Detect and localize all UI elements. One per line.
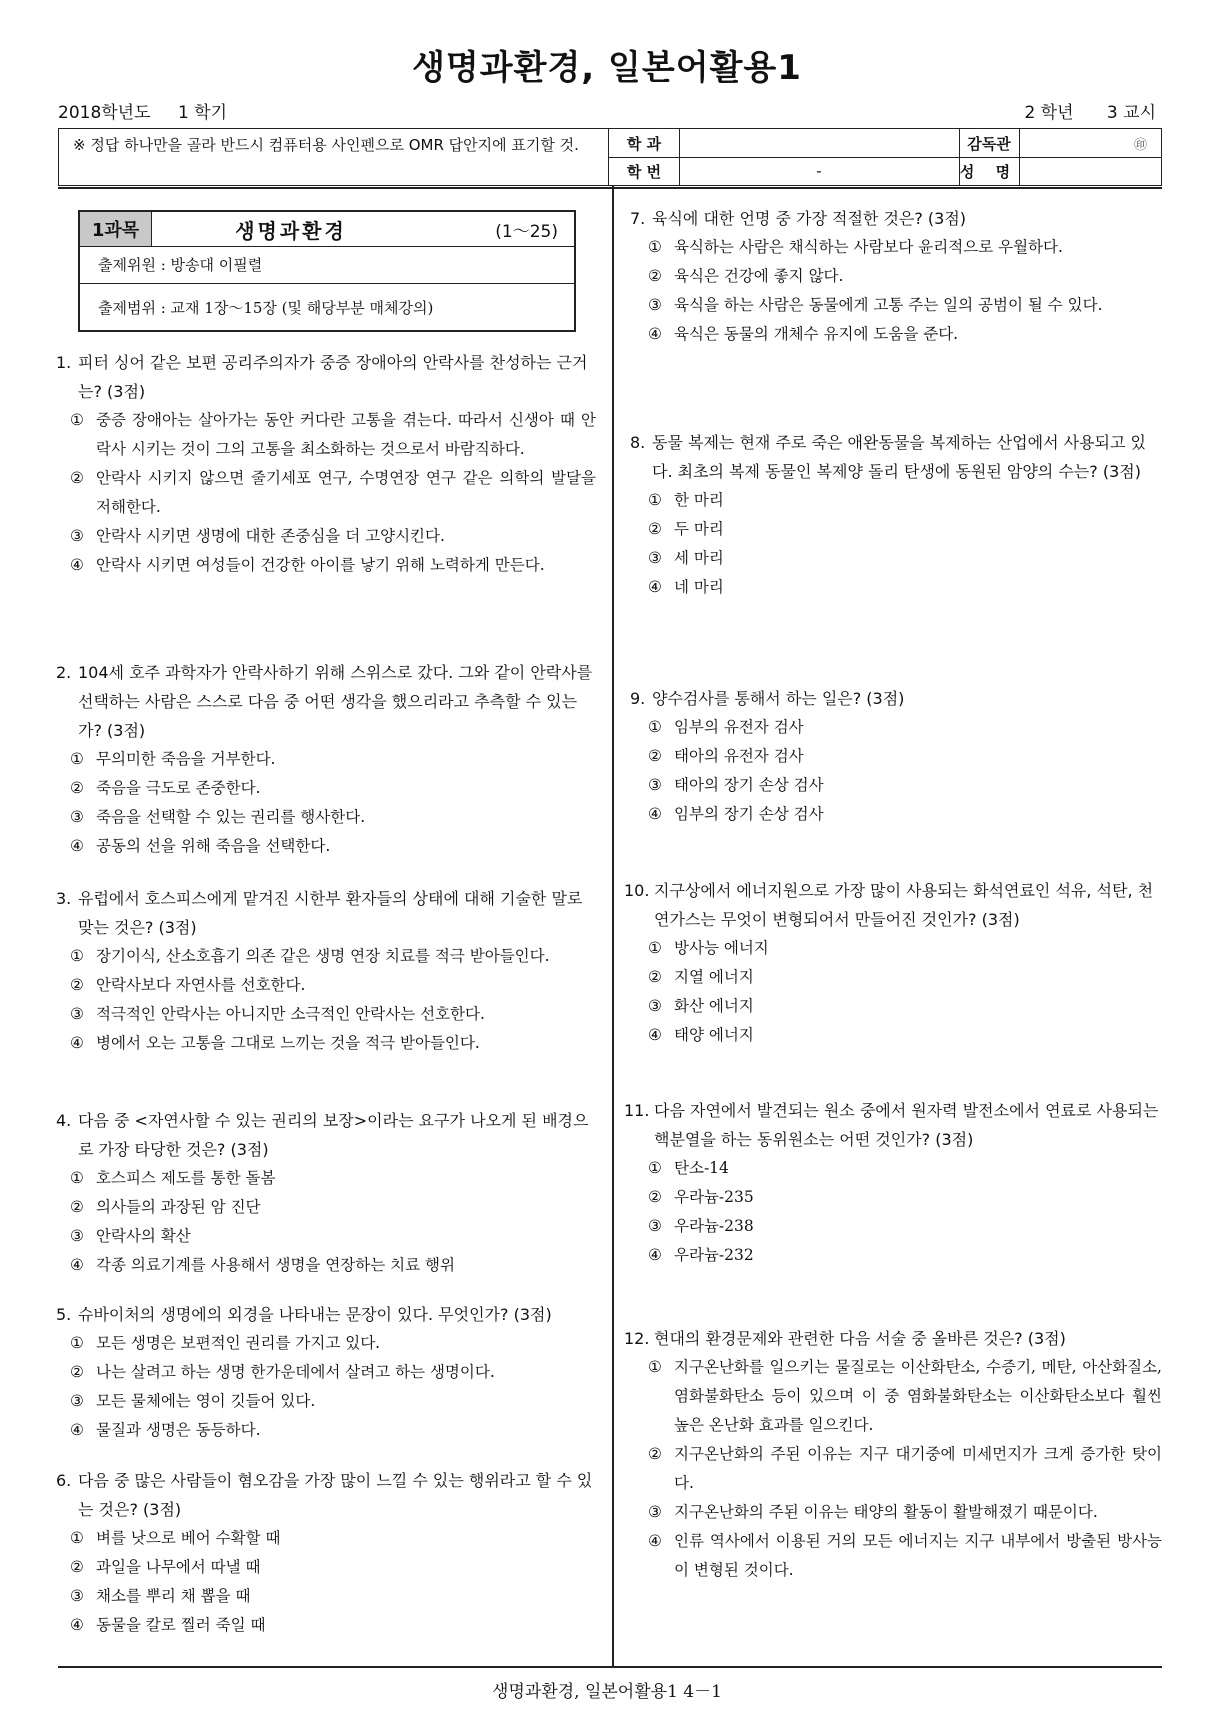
option[interactable] bbox=[70, 745, 596, 774]
option-mark: ③ bbox=[70, 808, 84, 826]
option-mark: ④ bbox=[648, 805, 662, 823]
option[interactable] bbox=[70, 1164, 596, 1193]
option-mark: ① bbox=[648, 491, 662, 509]
bottom-rule bbox=[58, 1666, 1162, 1668]
option[interactable] bbox=[648, 1154, 1162, 1183]
subject-code: 1과목 bbox=[80, 212, 152, 246]
option-text: 병에서 오는 고통을 그대로 느끼는 것을 적극 받아들인다. bbox=[96, 1034, 480, 1052]
option-text: 육식은 동물의 개체수 유지에 도움을 준다. bbox=[674, 325, 959, 343]
question-number: 3. bbox=[56, 889, 72, 908]
question-10 bbox=[624, 876, 1162, 1050]
option-mark: ① bbox=[648, 1159, 662, 1177]
option[interactable] bbox=[70, 971, 596, 1000]
option[interactable] bbox=[70, 1000, 596, 1029]
question-stem bbox=[630, 204, 1162, 233]
option-mark: ② bbox=[70, 1363, 84, 1381]
subject-author: 출제위원 : 방송대 이필렬 bbox=[80, 246, 574, 284]
option[interactable] bbox=[648, 320, 1162, 349]
question-text: 피터 싱어 같은 보편 공리주의자가 중증 장애아의 안락사를 찬성하는 근거는? (3점) bbox=[78, 353, 588, 401]
option-text: 임부의 유전자 검사 bbox=[674, 718, 804, 736]
option-mark: ③ bbox=[648, 1503, 662, 1521]
question-3 bbox=[56, 884, 596, 1058]
question-stem bbox=[56, 1106, 596, 1164]
dept-label: 학 과 bbox=[626, 134, 662, 153]
question-text: 다음 중 많은 사람들이 혐오감을 가장 많이 느낄 수 있는 행위라고 할 수 있는 것은? (3점) bbox=[78, 1471, 593, 1519]
page-footer: 생명과환경, 일본어활용1 4－1 bbox=[492, 1682, 722, 1702]
option-mark: ③ bbox=[648, 997, 662, 1015]
option-text: 중증 장애아는 살아가는 동안 커다란 고통을 겪는다. 따라서 신생아 때 안락사 시키는 것이 그의 고통을 최소화하는 것으로서 바람직하다. bbox=[96, 411, 596, 458]
option-mark: ② bbox=[70, 976, 84, 994]
option-text: 채소를 뿌리 채 뽑을 때 bbox=[96, 1587, 251, 1605]
option-mark: ④ bbox=[648, 325, 662, 343]
option-mark: ④ bbox=[70, 556, 84, 574]
option[interactable] bbox=[648, 573, 1162, 602]
option-text: 우라늄-235 bbox=[674, 1188, 754, 1206]
question-8 bbox=[630, 428, 1162, 602]
option-text: 벼를 낫으로 베어 수확할 때 bbox=[96, 1529, 281, 1547]
option-text: 지구온난화를 일으키는 물질로는 이산화탄소, 수증기, 메탄, 아산화질소, 염화불화탄소 등이 있으며 이 중 염화불화탄소는 이산화탄소보다 훨씬 높은 온난화 효과를 일으킨다. bbox=[674, 1358, 1162, 1434]
question-number: 2. bbox=[56, 663, 72, 682]
option-text: 각종 의료기계를 사용해서 생명을 연장하는 치료 행위 bbox=[96, 1256, 455, 1274]
option-text: 죽음을 극도로 존중한다. bbox=[96, 779, 261, 797]
question-text: 다음 중 <자연사할 수 있는 권리의 보장>이라는 요구가 나오게 된 배경으로 가장 타당한 것은? (3점) bbox=[78, 1111, 589, 1159]
option-mark: ② bbox=[648, 968, 662, 986]
option[interactable] bbox=[648, 1183, 1162, 1212]
option-mark: ③ bbox=[70, 1587, 84, 1605]
option-text: 안락사 시키면 생명에 대한 존중심을 더 고양시킨다. bbox=[96, 527, 445, 545]
option-text: 육식은 건강에 좋지 않다. bbox=[674, 267, 844, 285]
option-mark: ④ bbox=[648, 578, 662, 596]
option[interactable] bbox=[648, 544, 1162, 573]
omr-notice: ※ 정답 하나만을 골라 반드시 컴퓨터용 사인펜으로 OMR 답안지에 표기할 것. bbox=[59, 129, 609, 185]
question-stem bbox=[56, 1300, 596, 1329]
option[interactable] bbox=[70, 464, 596, 522]
option-text: 우라늄-238 bbox=[674, 1217, 754, 1235]
option-text: 두 마리 bbox=[674, 520, 724, 538]
option-mark: ② bbox=[648, 267, 662, 285]
option[interactable] bbox=[70, 1222, 596, 1251]
grade-period bbox=[996, 98, 1156, 123]
option[interactable] bbox=[648, 1527, 1162, 1585]
option-mark: ① bbox=[648, 1358, 662, 1376]
option-text: 탄소-14 bbox=[674, 1159, 729, 1177]
option[interactable] bbox=[70, 774, 596, 803]
option[interactable] bbox=[70, 1251, 596, 1280]
option-text: 지구온난화의 주된 이유는 지구 대기중에 미세먼지가 크게 증가한 탓이다. bbox=[674, 1445, 1162, 1492]
option[interactable] bbox=[70, 1193, 596, 1222]
option-mark: ④ bbox=[70, 1256, 84, 1274]
option-mark: ② bbox=[70, 779, 84, 797]
question-6 bbox=[56, 1466, 596, 1640]
question-text: 다음 자연에서 발견되는 원소 중에서 원자력 발전소에서 연료로 사용되는 핵분열을 하는 동위원소는 어떤 것인가? (3점) bbox=[654, 1101, 1159, 1149]
question-text: 육식에 대한 언명 중 가장 적절한 것은? (3점) bbox=[652, 209, 967, 228]
option[interactable] bbox=[70, 1029, 596, 1058]
option-mark: ② bbox=[648, 1188, 662, 1206]
question-text: 동물 복제는 현재 주로 죽은 애완동물을 복제하는 산업에서 사용되고 있다. 최초의 복제 동물인 복제양 돌리 탄생에 동원된 암양의 수는? (3점) bbox=[652, 433, 1146, 481]
option[interactable] bbox=[648, 713, 1162, 742]
option-mark: ① bbox=[70, 411, 84, 429]
option[interactable] bbox=[648, 771, 1162, 800]
option-text: 공동의 선을 위해 죽음을 선택한다. bbox=[96, 837, 331, 855]
option[interactable] bbox=[70, 832, 596, 861]
option-text: 네 마리 bbox=[674, 578, 724, 596]
option[interactable] bbox=[648, 486, 1162, 515]
question-stem bbox=[630, 684, 1162, 713]
option[interactable] bbox=[648, 515, 1162, 544]
option-mark: ① bbox=[70, 1529, 84, 1547]
option-mark: ④ bbox=[648, 1246, 662, 1264]
option-text: 안락사 시키면 여성들이 건강한 아이를 낳기 위해 노력하게 만든다. bbox=[96, 556, 545, 574]
question-stem bbox=[56, 1466, 596, 1524]
option-text: 장기이식, 산소호흡기 의존 같은 생명 연장 치료를 적극 받아들인다. bbox=[96, 947, 550, 965]
option-text: 육식하는 사람은 채식하는 사람보다 윤리적으로 우월하다. bbox=[674, 238, 1063, 256]
question-number: 8. bbox=[630, 433, 646, 452]
option[interactable] bbox=[70, 1387, 596, 1416]
option[interactable] bbox=[648, 1212, 1162, 1241]
question-range: (1～25) bbox=[495, 221, 558, 242]
option[interactable] bbox=[70, 1358, 596, 1387]
option-text: 한 마리 bbox=[674, 491, 724, 509]
option[interactable] bbox=[648, 992, 1162, 1021]
option-mark: ② bbox=[648, 1445, 662, 1463]
option-mark: ③ bbox=[648, 776, 662, 794]
option-mark: ① bbox=[70, 1169, 84, 1187]
option-text: 인류 역사에서 이용된 거의 모든 에너지는 지구 내부에서 방출된 방사능이 변형된 것이다. bbox=[674, 1532, 1162, 1579]
year-term bbox=[58, 98, 249, 123]
option-text: 나는 살려고 하는 생명 한가운데에서 살려고 하는 생명이다. bbox=[96, 1363, 495, 1381]
option[interactable] bbox=[648, 1021, 1162, 1050]
option-text: 방사능 에너지 bbox=[674, 939, 769, 957]
question-number: 12. bbox=[624, 1329, 650, 1348]
student-id-field[interactable]: - bbox=[816, 162, 822, 180]
question-number: 4. bbox=[56, 1111, 72, 1130]
option-text: 지열 에너지 bbox=[674, 968, 754, 986]
option[interactable] bbox=[648, 262, 1162, 291]
question-number: 1. bbox=[56, 353, 72, 372]
header-info-box bbox=[58, 128, 1162, 186]
option-mark: ① bbox=[648, 718, 662, 736]
option-mark: ④ bbox=[70, 1421, 84, 1439]
option[interactable] bbox=[70, 1553, 596, 1582]
option[interactable] bbox=[70, 1329, 596, 1358]
question-11 bbox=[624, 1096, 1162, 1270]
option-text: 의사들의 과장된 암 진단 bbox=[96, 1198, 261, 1216]
question-stem bbox=[624, 876, 1162, 934]
option-text: 임부의 장기 손상 검사 bbox=[674, 805, 824, 823]
option-mark: ③ bbox=[70, 1392, 84, 1410]
subject-name: 생명과환경 bbox=[235, 218, 347, 243]
question-stem bbox=[624, 1096, 1162, 1154]
term-label: 1 학기 bbox=[177, 103, 228, 123]
option-mark: ③ bbox=[648, 296, 662, 314]
question-text: 양수검사를 통해서 하는 일은? (3점) bbox=[652, 689, 905, 708]
question-4 bbox=[56, 1106, 596, 1280]
column-divider bbox=[612, 186, 614, 1666]
option[interactable] bbox=[648, 1498, 1162, 1527]
option-text: 모든 생명은 보편적인 권리를 가지고 있다. bbox=[96, 1334, 381, 1352]
option-mark: ④ bbox=[648, 1026, 662, 1044]
option-text: 세 마리 bbox=[674, 549, 724, 567]
question-number: 5. bbox=[56, 1305, 72, 1324]
option-mark: ④ bbox=[70, 1034, 84, 1052]
option[interactable] bbox=[648, 233, 1162, 262]
question-stem bbox=[56, 658, 596, 745]
question-text: 현대의 환경문제와 관련한 다음 서술 중 올바른 것은? (3점) bbox=[654, 1329, 1066, 1348]
option[interactable] bbox=[70, 1416, 596, 1445]
option[interactable] bbox=[648, 291, 1162, 320]
option-text: 육식을 하는 사람은 동물에게 고통 주는 일의 공범이 될 수 있다. bbox=[674, 296, 1103, 314]
option-text: 무의미한 죽음을 거부한다. bbox=[96, 750, 276, 768]
option[interactable] bbox=[70, 1611, 596, 1640]
option-text: 죽음을 선택할 수 있는 권리를 행사한다. bbox=[96, 808, 366, 826]
option-mark: ③ bbox=[70, 1005, 84, 1023]
top-rule bbox=[58, 187, 1162, 189]
question-stem bbox=[56, 884, 596, 942]
option-text: 태아의 유전자 검사 bbox=[674, 747, 804, 765]
question-9 bbox=[630, 684, 1162, 829]
option-mark: ① bbox=[648, 939, 662, 957]
option-mark: ② bbox=[70, 1198, 84, 1216]
option-text: 안락사의 확산 bbox=[96, 1227, 191, 1245]
question-number: 9. bbox=[630, 689, 646, 708]
option-mark: ③ bbox=[70, 1227, 84, 1245]
option-mark: ② bbox=[70, 469, 84, 487]
question-text: 지구상에서 에너지원으로 가장 많이 사용되는 화석연료인 석유, 석탄, 천연가스는 무엇이 변형되어서 만들어진 것인가? (3점) bbox=[654, 881, 1154, 929]
option[interactable] bbox=[70, 522, 596, 551]
option-mark: ① bbox=[70, 1334, 84, 1352]
option[interactable] bbox=[648, 934, 1162, 963]
option-mark: ① bbox=[70, 947, 84, 965]
option-mark: ③ bbox=[648, 549, 662, 567]
year-label: 2018학년도 bbox=[58, 103, 151, 123]
option-mark: ② bbox=[70, 1558, 84, 1576]
subject-scope: 출제범위 : 교재 1장～15장 (및 해당부분 매체강의) bbox=[98, 298, 434, 317]
option-text: 우라늄-232 bbox=[674, 1246, 754, 1264]
question-number: 6. bbox=[56, 1471, 72, 1490]
subject-header-row bbox=[80, 212, 574, 247]
option[interactable] bbox=[648, 800, 1162, 829]
subject-box bbox=[78, 210, 576, 332]
option-text: 태양 에너지 bbox=[674, 1026, 754, 1044]
option-mark: ④ bbox=[70, 1616, 84, 1634]
dept-field[interactable] bbox=[679, 129, 959, 157]
option[interactable] bbox=[70, 551, 596, 580]
question-number: 11. bbox=[624, 1101, 650, 1120]
option-text: 안락사 시키지 않으면 줄기세포 연구, 수명연장 연구 같은 의학의 발달을 저해한다. bbox=[96, 469, 596, 516]
proctor-label: 감독관 bbox=[967, 134, 1011, 153]
question-stem bbox=[624, 1324, 1162, 1353]
option-mark: ① bbox=[70, 750, 84, 768]
question-text: 104세 호주 과학자가 안락사하기 위해 스위스로 갔다. 그와 같이 안락사를 선택하는 사람은 스스로 다음 중 어떤 생각을 했으리라고 추측할 수 있는가? (3점) bbox=[78, 663, 593, 740]
option-text: 물질과 생명은 동등하다. bbox=[96, 1421, 261, 1439]
option[interactable] bbox=[70, 803, 596, 832]
option[interactable] bbox=[648, 1440, 1162, 1498]
question-stem bbox=[630, 428, 1162, 486]
question-number: 7. bbox=[630, 209, 646, 228]
option-text: 적극적인 안락사는 아니지만 소극적인 안락사는 선호한다. bbox=[96, 1005, 485, 1023]
question-number: 10. bbox=[624, 881, 650, 900]
option-text: 안락사보다 자연사를 선호한다. bbox=[96, 976, 306, 994]
option[interactable] bbox=[648, 1353, 1162, 1440]
option-mark: ① bbox=[648, 238, 662, 256]
seal-mark: ㊞ bbox=[1133, 137, 1147, 153]
question-2 bbox=[56, 658, 596, 861]
option-mark: ② bbox=[648, 520, 662, 538]
option-mark: ③ bbox=[648, 1217, 662, 1235]
option-text: 태아의 장기 손상 검사 bbox=[674, 776, 824, 794]
question-7 bbox=[630, 204, 1162, 349]
option[interactable] bbox=[70, 1582, 596, 1611]
question-stem bbox=[56, 348, 596, 406]
student-id-label: 학 번 bbox=[626, 162, 662, 181]
question-5 bbox=[56, 1300, 596, 1445]
name-label: 성 명 bbox=[959, 162, 1019, 181]
period-label: 3 교시 bbox=[1106, 103, 1156, 123]
question-text: 유럽에서 호스피스에게 맡겨진 시한부 환자들의 상태에 대해 기술한 말로 맞는 것은? (3점) bbox=[78, 889, 583, 937]
name-field[interactable] bbox=[1019, 157, 1161, 185]
option[interactable] bbox=[70, 406, 596, 464]
option-text: 동물을 칼로 찔러 죽일 때 bbox=[96, 1616, 266, 1634]
grade-label: 2 학년 bbox=[1024, 103, 1074, 123]
option-text: 모든 물체에는 영이 깃들어 있다. bbox=[96, 1392, 316, 1410]
option-mark: ② bbox=[648, 747, 662, 765]
option[interactable] bbox=[648, 1241, 1162, 1270]
option-mark: ④ bbox=[648, 1532, 662, 1550]
question-1 bbox=[56, 348, 596, 580]
option-mark: ③ bbox=[70, 527, 84, 545]
option[interactable] bbox=[70, 942, 596, 971]
option-text: 과일을 나무에서 따낼 때 bbox=[96, 1558, 261, 1576]
option-mark: ④ bbox=[70, 837, 84, 855]
option-text: 지구온난화의 주된 이유는 태양의 활동이 활발해졌기 때문이다. bbox=[674, 1503, 1098, 1521]
question-text: 슈바이처의 생명에의 외경을 나타내는 문장이 있다. 무엇인가? (3점) bbox=[78, 1305, 552, 1324]
option[interactable] bbox=[648, 963, 1162, 992]
question-12 bbox=[624, 1324, 1162, 1585]
option[interactable] bbox=[648, 742, 1162, 771]
option-text: 화산 에너지 bbox=[674, 997, 754, 1015]
exam-title: 생명과환경, 일본어활용1 bbox=[412, 48, 802, 88]
option[interactable] bbox=[70, 1524, 596, 1553]
option-text: 호스피스 제도를 통한 돌봄 bbox=[96, 1169, 276, 1187]
